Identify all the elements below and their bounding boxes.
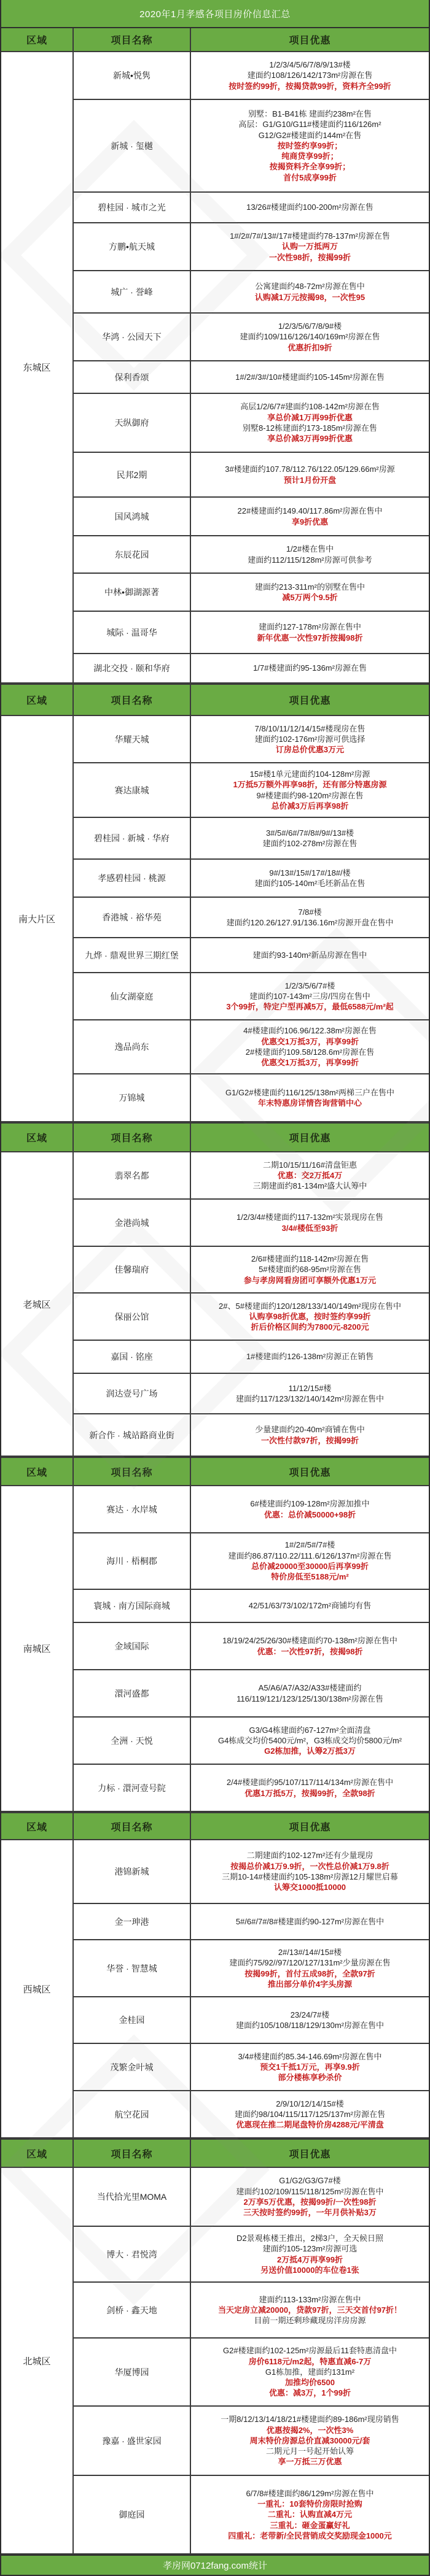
project-promotion <box>190 817 429 859</box>
header-promotion: 项目优惠 <box>190 2139 429 2167</box>
project-name: 东辰花园 <box>73 536 190 573</box>
project-promotion <box>190 1589 429 1622</box>
district-label: 西城区 <box>1 1840 73 2138</box>
listing-info-line: 建面约113-133m²房源在售中 <box>259 2294 361 2304</box>
district-section <box>1 2138 429 2555</box>
listing-info-line: 18/19/24/25/26/30#楼建面约70-138m²房源在售中 <box>222 1636 397 1646</box>
listing-info-line: 42/51/63/73/102/172m²商铺均有售 <box>248 1601 372 1611</box>
listing-info-line: 高层1/2/6/7#建面约108-142m²房源在售 <box>240 402 380 412</box>
listing-info-line: 别墅：B1-B41栋 建面约238m²在售 <box>248 109 372 118</box>
project-name: 仙女湖豪庭 <box>73 973 190 1020</box>
promotion-highlight-line: 认筹交1000抵10000 <box>273 1883 346 1892</box>
header-project-name: 项目名称 <box>73 1813 190 1840</box>
listing-info-line: 1#/2#/3#/10#楼建面约105-145m²房源在售 <box>235 372 385 382</box>
project-name: 佳馨瑞府 <box>73 1246 190 1293</box>
listing-info-line: 建面约120.26/127.91/136.16m²房源开盘在售中 <box>226 918 394 927</box>
listing-info-line: G1栋加推，建面约131m² <box>265 2367 355 2377</box>
project-name: 新城•悦隽 <box>73 52 190 99</box>
promotion-highlight-line: 三重礼：砸金蛋赢好礼 <box>270 2520 350 2530</box>
promotion-highlight-line: 优惠现在推二期尾盘特价房4288元/平清盘 <box>236 2120 384 2130</box>
header-region: 区域 <box>1 1813 73 1840</box>
district-section <box>1 1812 429 2138</box>
promotion-highlight-line: 3/4#楼低至93折 <box>281 1223 338 1233</box>
header-region: 区域 <box>1 1123 73 1152</box>
project-promotion <box>190 1293 429 1340</box>
project-promotion <box>190 1764 429 1811</box>
project-promotion <box>190 536 429 573</box>
listing-info-line: 建面约98/104/115/117/125/137m²房源在售 <box>234 2109 386 2119</box>
listing-info-line: 1/2#楼在售中 <box>286 544 334 554</box>
promotion-highlight-line: 优惠折扣9折 <box>287 342 332 352</box>
project-name: 力标 · 澴河壹号院 <box>73 1764 190 1811</box>
table-header-row <box>1 28 429 52</box>
listing-info-line: 建面约109/116/126/140/169m²房源在售 <box>240 332 380 342</box>
project-name: 保利香颂 <box>73 361 190 393</box>
project-name: 方鹏•航天城 <box>73 223 190 271</box>
listing-info-line: 1#/2#/7#/13#/17#楼建面约78-137m²房源在售 <box>230 231 390 241</box>
listing-info-line: 建面约102-278m²房源在售 <box>262 839 358 848</box>
listing-info-line: 建面约105-123m²房源可选 <box>262 2244 358 2254</box>
table-row <box>1 1486 429 1533</box>
project-name: 金港尚城 <box>73 1199 190 1246</box>
listing-info-line: 2/9/10/12/14/15#楼 <box>276 2099 344 2108</box>
project-promotion <box>190 2167 429 2226</box>
project-name: 华誉 · 智慧城 <box>73 1940 190 1997</box>
page-title: 2020年1月孝感各项目房价信息汇总 <box>1 0 429 28</box>
project-name: 逸品尚东 <box>73 1020 190 1074</box>
listing-info-line: 5#/6#/7#/8#楼建面约90-127m²房源在售中 <box>235 1916 385 1926</box>
project-name: 城际 · 温哥华 <box>73 611 190 654</box>
project-name: 翡翠名都 <box>73 1152 190 1199</box>
price-table <box>1 28 429 2555</box>
promotion-highlight-line: 按揭总价减1万9.9折，一次性总价减1万9.8折 <box>230 1861 389 1871</box>
listing-info-line: 2/6#楼建面约118-142m²房源在售 <box>251 1254 369 1264</box>
header-promotion: 项目优惠 <box>190 28 429 52</box>
district-label: 东城区 <box>1 52 73 683</box>
promotion-highlight-line: 预交1千抵1万元，再享9.9折 <box>260 2062 360 2072</box>
project-name: 华厦博园 <box>73 2338 190 2406</box>
district-section <box>1 684 429 1122</box>
header-region: 区域 <box>1 1457 73 1486</box>
project-name: 润达壹号广场 <box>73 1373 190 1414</box>
listing-info-line: G1/G2#楼建面约116/125/138m²两梯三户在售中 <box>225 1087 394 1097</box>
listing-info-line: 建面约86.87/110.22/111.6/126/137m²房源在售 <box>228 1551 392 1560</box>
header-project-name: 项目名称 <box>73 684 190 715</box>
table-row <box>1 1152 429 1199</box>
project-name: 城广 · 誉峰 <box>73 271 190 313</box>
project-promotion <box>190 452 429 497</box>
project-promotion <box>190 973 429 1020</box>
promotion-highlight-line: 减5万两个9.5折 <box>282 593 338 602</box>
promotion-highlight-line: 按揭99折，首付五成98折，全款97折 <box>244 1969 375 1978</box>
project-name: 碧桂园 · 新城 · 华府 <box>73 817 190 859</box>
promotion-highlight-line: 享总价减3万再99折优惠 <box>267 434 353 444</box>
project-promotion <box>190 2091 429 2138</box>
project-name: 赛达康城 <box>73 763 190 817</box>
promotion-highlight-line: 优惠：一次性97折，按揭98折 <box>257 1646 363 1656</box>
project-name: 豫嘉 · 盛世家园 <box>73 2406 190 2475</box>
project-promotion <box>190 654 429 683</box>
project-promotion <box>190 1152 429 1199</box>
promotion-highlight-line: 享总价减1万再99折优惠 <box>267 412 353 422</box>
project-name: 湖北交投 · 颐和华府 <box>73 654 190 683</box>
project-promotion <box>190 1414 429 1456</box>
promotion-highlight-line: 优惠：交2万抵4万 <box>277 1170 343 1180</box>
project-name: 港锦新城 <box>73 1840 190 1903</box>
listing-info-line: 建面约75/92//97/120/127/131m²少量房源在售 <box>229 1958 391 1968</box>
promotion-highlight-line: 优惠交1万抵3万，再享99折 <box>261 1058 359 1068</box>
project-promotion <box>190 1373 429 1414</box>
project-promotion <box>190 1074 429 1122</box>
project-name: 万锦城 <box>73 1074 190 1122</box>
project-promotion <box>190 611 429 654</box>
project-name: 剑桥 · 鑫天地 <box>73 2282 190 2338</box>
table-row <box>1 715 429 763</box>
project-promotion <box>190 2226 429 2282</box>
project-promotion <box>190 715 429 763</box>
project-promotion <box>190 313 429 361</box>
listing-info-line: 1#/2#/5#/7#楼 <box>284 1540 335 1550</box>
header-promotion: 项目优惠 <box>190 1123 429 1152</box>
promotion-highlight-line: 折后价格区间约为7800元-8200元 <box>251 1322 369 1332</box>
project-name: 御庭园 <box>73 2475 190 2554</box>
promotion-highlight-line: 优惠按揭2%，一次性3% <box>266 2425 354 2435</box>
listing-info-line: 建面约93-140m²新品房源在售中 <box>252 950 367 960</box>
listing-info-line: 7/8#楼 <box>298 907 322 917</box>
project-promotion <box>190 1670 429 1717</box>
listing-info-line: 5#楼建面约68-95m²房源在售 <box>259 1265 361 1275</box>
listing-info-line: 1#楼建面约126-138m²房源正在销售 <box>246 1352 374 1362</box>
listing-info-line: 2#楼建面约109.58/128.6m²房源在售 <box>245 1047 375 1057</box>
listing-info-line: 13/26#楼建面约100-200m²房源在售 <box>246 202 373 212</box>
promotion-highlight-line: 总价减20000至30000后再享99折 <box>251 1562 369 1571</box>
listing-info-line: D2景观栋楼王推出，2梯3户，全天候日照 <box>236 2233 384 2243</box>
listing-info-line: 二期建面约102-127m²还有少量现房 <box>246 1851 373 1861</box>
project-promotion <box>190 223 429 271</box>
project-name: 华鸿 · 公园天下 <box>73 313 190 361</box>
project-promotion <box>190 938 429 973</box>
project-name: 九烨 · 鼎观世界三期红堡 <box>73 938 190 973</box>
promotion-highlight-line: 享9折优惠 <box>291 517 329 526</box>
project-name: 金一珅港 <box>73 1903 190 1940</box>
table-row <box>1 2167 429 2226</box>
project-name: 博大 · 君悦湾 <box>73 2226 190 2282</box>
promotion-highlight-line: 一次性付款97折，按揭99折 <box>261 1435 359 1445</box>
table-header-row <box>1 684 429 715</box>
listing-info-line: 一期8/12/13/14/18/21#楼建面约89-186m²现房销售 <box>221 2415 399 2424</box>
project-name: 中林•御湖源著 <box>73 573 190 611</box>
project-promotion <box>190 1020 429 1074</box>
project-promotion <box>190 393 429 452</box>
project-promotion <box>190 897 429 938</box>
listing-info-line: 少量建面约20-40m²商铺在售中 <box>255 1425 365 1435</box>
listing-info-line: 11/12/15#楼 <box>288 1383 332 1393</box>
listing-info-line: 公寓建面约48-72m²房源在售中 <box>255 282 365 291</box>
project-promotion <box>190 2406 429 2475</box>
listing-info-line: 别墅8-12栋建面约173-185m²房源在售 <box>243 423 377 433</box>
project-promotion <box>190 1486 429 1533</box>
listing-info-line: 3/4#楼建面约85.34-146.69m²房源在售中 <box>238 2051 382 2061</box>
promotion-highlight-line: 按时签约享99折； <box>277 141 343 150</box>
listing-info-line: G3/G4栋建面约67-127m²全面清盘 <box>249 1725 371 1735</box>
promotion-highlight-line: 优惠：减3万，1个99折 <box>269 2388 351 2398</box>
promotion-highlight-line: 推出部分单价4字头房源 <box>267 1979 353 1989</box>
header-project-name: 项目名称 <box>73 28 190 52</box>
promotion-highlight-line: 认购享98折优惠，按时签约享99折 <box>249 1311 371 1321</box>
listing-info-line: G4栋成交均价5400元/m²，G3栋成交均价5800元/m² <box>217 1735 402 1745</box>
header-region: 区域 <box>1 684 73 715</box>
listing-info-line: G1/G2/G3/G7#楼 <box>279 2176 341 2186</box>
listing-info-line: 1/2/3/4/5/6/7/8/9/13#楼 <box>269 60 351 70</box>
listing-info-line: G12/G2#楼建面约144m²在售 <box>258 130 362 140</box>
listing-info-line: 建面约127-178m²房源在售中 <box>259 622 361 632</box>
project-name: 金桂园 <box>73 1997 190 2043</box>
project-name: 保丽公馆 <box>73 1293 190 1340</box>
promotion-highlight-line: 二重礼：认购直减4万元 <box>267 2510 353 2520</box>
promotion-highlight-line: 一次性98折，按揭99折 <box>269 252 351 262</box>
listing-info-line: 2#、5#楼建面约120/128/133/140/149m²现房在售中 <box>219 1301 401 1311</box>
promotion-highlight-line: 参与孝房网看房团可享额外优惠1万元 <box>243 1275 377 1285</box>
promotion-highlight-line: 四重礼：老带新/全民营销成交奖励现金1000元 <box>228 2531 392 2540</box>
table-row <box>1 1840 429 1903</box>
project-name: 国风鸿城 <box>73 497 190 536</box>
project-name: 孝感碧桂园 · 桃源 <box>73 859 190 897</box>
promotion-highlight-line: 享一万抵三万优惠 <box>278 2457 342 2467</box>
listing-info-line: 3#楼建面约107.78/112.76/122.05/129.66m²房源 <box>225 465 395 474</box>
header-promotion: 项目优惠 <box>190 1813 429 1840</box>
source-footer: 孝房网0712fang.com统计 <box>1 2555 429 2576</box>
promotion-highlight-line: 2万享5万优惠，按揭99折/一次性98折 <box>243 2197 377 2207</box>
listing-info-line: 1/2/3/5/6/7/8/9#楼 <box>278 322 342 331</box>
listing-info-line: 2/4#楼建面约95/107/117/114/134m²房源在售中 <box>226 1778 394 1787</box>
listing-info-line: 建面约117/123/132/140/142m²房源在售中 <box>235 1394 385 1403</box>
district-label: 老城区 <box>1 1152 73 1456</box>
header-promotion: 项目优惠 <box>190 684 429 715</box>
listing-info-line: 116/119/121/123/125/130/138m²房源在售 <box>237 1694 383 1703</box>
promotion-highlight-line: 周末特价房源总价直减30000元/套 <box>249 2435 370 2445</box>
header-project-name: 项目名称 <box>73 1123 190 1152</box>
listing-info-line: 9#/13#/15#/17#/18#/楼 <box>269 868 351 877</box>
district-label: 南大片区 <box>1 715 73 1122</box>
header-promotion: 项目优惠 <box>190 1457 429 1486</box>
promotion-highlight-line: 按揭资料齐全享99折； <box>269 162 351 172</box>
project-promotion <box>190 1903 429 1940</box>
project-promotion <box>190 2043 429 2091</box>
project-promotion <box>190 763 429 817</box>
listing-info-line: 目前一期还剩珍藏现房洋房房源 <box>254 2316 366 2326</box>
promotion-highlight-line: 一重礼：10套特价房限时抢购 <box>257 2499 362 2509</box>
project-name: 赛达 · 水岸城 <box>73 1486 190 1533</box>
listing-info-line: 3#/5#/6#/7#/8#/9#/13#楼 <box>265 828 354 838</box>
listing-info-line: 1/2/3/4#楼建面约117-132m²实景现房在售 <box>237 1213 383 1222</box>
table-header-row <box>1 1457 429 1486</box>
header-project-name: 项目名称 <box>73 2139 190 2167</box>
listing-info-line: 二期元月一号起开始认筹 <box>265 2447 354 2456</box>
promotion-highlight-line: 当天定房立减20000，贷款97折，三天交首付97折！ <box>217 2305 402 2315</box>
district-label: 南城区 <box>1 1486 73 1811</box>
project-promotion <box>190 2282 429 2338</box>
listing-info-line: 建面约102-176m²房源可供选择 <box>254 734 366 744</box>
promotion-highlight-line: 优惠交1万抵3万，再享99折 <box>261 1036 359 1046</box>
listing-info-line: 23/24/7#楼 <box>290 2010 330 2019</box>
project-promotion <box>190 1340 429 1373</box>
promotion-highlight-line: 1万抵5万额外再享98折，还有部分特惠房源 <box>233 780 387 790</box>
district-section <box>1 28 429 684</box>
listing-info-line: 二期10/15/11/16#清盘钜惠 <box>263 1160 357 1170</box>
project-name: 天纵御府 <box>73 393 190 452</box>
project-promotion <box>190 99 429 192</box>
project-promotion <box>190 859 429 897</box>
listing-info-line: 4#楼建面约106.96/122.38m²房源在售 <box>243 1026 377 1036</box>
listing-info-line: 6#楼建面约109-128m²房源加推中 <box>250 1499 370 1509</box>
listing-info-line: 建面约213-311m²的别墅在售中 <box>255 582 365 592</box>
listing-info-line: 9#楼建面约98-120m²房源在售 <box>256 790 364 800</box>
listing-info-line: 建面约102/109/115/118/125m²房源在售中 <box>236 2186 384 2196</box>
promotion-highlight-line: 订房总价优惠3万元 <box>275 745 345 755</box>
promotion-highlight-line: 优惠1万抵5万，按揭99折，全款98折 <box>244 1788 375 1798</box>
district-section <box>1 1457 429 1812</box>
promotion-highlight-line: 首付5成享99折 <box>283 172 337 182</box>
project-name: 澴河盛都 <box>73 1670 190 1717</box>
listing-info-line: 建面约107-143m²三房/四房在售中 <box>249 991 370 1001</box>
project-name: 茂繁金叶城 <box>73 2043 190 2091</box>
promotion-highlight-line: 认购一万抵两万 <box>281 242 338 252</box>
listing-info-line: 6/7/8#楼建面约86/129m²房源在售中 <box>246 2488 374 2498</box>
project-promotion <box>190 1840 429 1903</box>
promotion-highlight-line: 2万抵4万再享99折 <box>277 2254 343 2264</box>
project-name: 当代拾光里MOMA <box>73 2167 190 2226</box>
listing-info-line: 7/8/10/11/12/14/15#楼现房在售 <box>254 723 366 733</box>
listing-info-line: 1/2/3/5/6/7#楼 <box>284 981 335 990</box>
project-promotion <box>190 1940 429 1997</box>
listing-info-line: 高层：G1/G10/G11#楼建面约116/126m² <box>238 120 381 129</box>
listing-info-line: 15#楼1单元建面约104-128m²房源 <box>249 769 370 779</box>
listing-info-line: 建面约105-140m²毛坯新品在售 <box>254 879 366 888</box>
district-label: 北城区 <box>1 2167 73 2554</box>
listing-info-line: 1/7#楼建面约95-136m²房源在售 <box>253 663 367 673</box>
promotion-highlight-line: 新年优惠一次性97折按揭98折 <box>257 633 363 642</box>
listing-info-line: G2#楼建面约102-125m²房源最后11套特惠清盘中 <box>223 2346 397 2356</box>
listing-info-line: 三期10-14#楼建面约105-138m²房源12月耀世启幕 <box>222 1872 398 1881</box>
promotion-highlight-line: 按时签约99折，按揭贷款99折，资料齐全99折 <box>229 81 391 91</box>
project-promotion <box>190 497 429 536</box>
promotion-highlight-line: 另送价值10000的车位卷1张 <box>260 2265 359 2275</box>
project-promotion <box>190 2475 429 2554</box>
district-section <box>1 1122 429 1457</box>
project-name: 香港城 · 裕华苑 <box>73 897 190 938</box>
listing-info-line: 建面约105/108/118/129/130m²房源在售中 <box>235 2021 385 2030</box>
table-header-row <box>1 1123 429 1152</box>
promotion-highlight-line: 预计1月份开盘 <box>283 475 337 485</box>
table-row <box>1 52 429 99</box>
project-promotion <box>190 1622 429 1670</box>
project-promotion <box>190 192 429 223</box>
promotion-highlight-line: 年末特惠房详情咨询营销中心 <box>257 1098 362 1108</box>
project-promotion <box>190 1533 429 1589</box>
listing-info-line: 建面约112/115/128m²房源可供参考 <box>248 555 372 565</box>
project-name: 航空花园 <box>73 2091 190 2138</box>
project-name: 寰城 · 南方国际商城 <box>73 1589 190 1622</box>
project-name: 新合作 · 城站路商业街 <box>73 1414 190 1456</box>
project-name: 海川 · 梧桐郡 <box>73 1533 190 1589</box>
promotion-highlight-line: G2栋加推，认筹2万抵3万 <box>264 1746 356 1756</box>
promotion-highlight-line: 优惠：总价减50000+98折 <box>264 1510 356 1519</box>
promotion-highlight-line: 部分楼栋享秒杀价 <box>278 2073 342 2083</box>
project-name: 新城 · 玺樾 <box>73 99 190 192</box>
project-promotion <box>190 361 429 393</box>
project-promotion <box>190 52 429 99</box>
promotion-highlight-line: 总价减3万后再享98折 <box>271 801 349 811</box>
listing-info-line: 建面约108/126/142/173m²房源在售 <box>247 71 373 80</box>
project-name: 碧桂园 · 城市之光 <box>73 192 190 223</box>
promotion-highlight-line: 房价6118元/m2起，特惠直减6-7万 <box>248 2356 372 2366</box>
promotion-highlight-line: 特价房低至5188元/m² <box>271 1572 349 1582</box>
listing-info-line: 三期建面约81-134m²盛大认筹中 <box>252 1181 367 1191</box>
header-region: 区域 <box>1 2139 73 2167</box>
promotion-highlight-line: 纯商贷享99折； <box>281 152 338 161</box>
listing-info-line: A5/A6/A7/A32/A33#楼建面约 <box>258 1683 362 1693</box>
project-promotion <box>190 2338 429 2406</box>
project-promotion <box>190 1199 429 1246</box>
table-header-row <box>1 1813 429 1840</box>
header-region: 区域 <box>1 28 73 52</box>
project-name: 华耀天城 <box>73 715 190 763</box>
project-promotion <box>190 1997 429 2043</box>
listing-info-line: 22#楼建面约149.40/117.86m²房源在售中 <box>237 506 383 516</box>
project-name: 嘉国 · 铭座 <box>73 1340 190 1373</box>
project-name: 民邦2期 <box>73 452 190 497</box>
promotion-highlight-line: 加推均价6500 <box>285 2378 335 2388</box>
project-name: 金域国际 <box>73 1622 190 1670</box>
header-project-name: 项目名称 <box>73 1457 190 1486</box>
promotion-highlight-line: 三天按时签约99折，一年月供补贴3万 <box>243 2208 377 2218</box>
project-promotion <box>190 1717 429 1764</box>
promotion-highlight-line: 认购减1万元按揭98，一次性95 <box>254 292 366 302</box>
listing-info-line: 2#/13#/14#/15#楼 <box>278 1947 342 1957</box>
project-promotion <box>190 1246 429 1293</box>
project-promotion <box>190 271 429 313</box>
project-promotion <box>190 573 429 611</box>
project-name: 全洲 · 天悦 <box>73 1717 190 1764</box>
table-header-row <box>1 2139 429 2167</box>
promotion-highlight-line: 3个99折，特定户型再减5万，最低6588元/m²起 <box>226 1002 394 1012</box>
